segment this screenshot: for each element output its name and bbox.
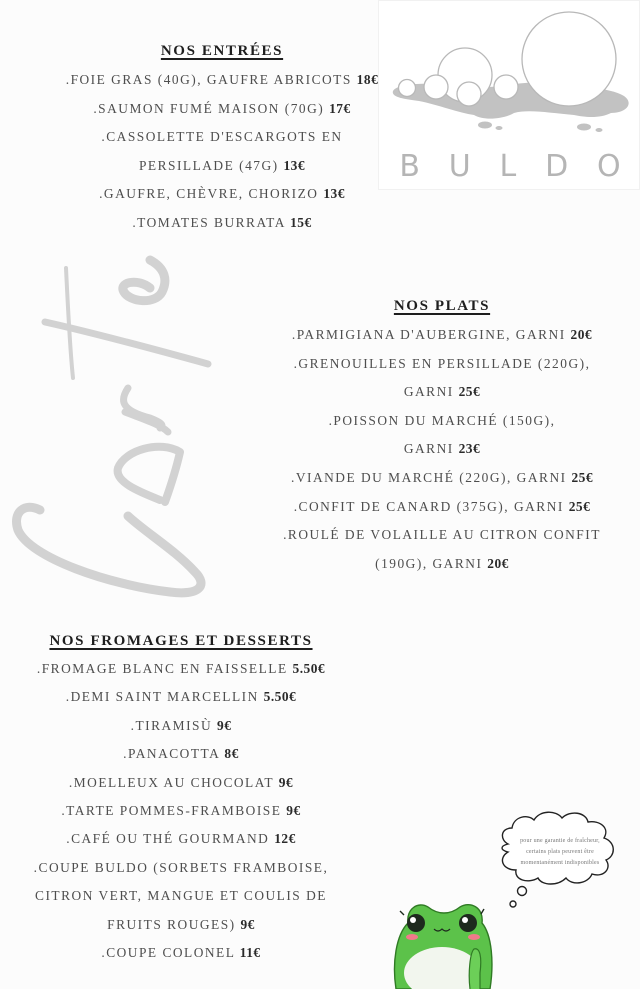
price: 5.50€ [263, 689, 297, 705]
menu-line: .MOELLEUX AU CHOCOLAT 9€ [68, 774, 294, 790]
price: 9€ [286, 803, 301, 819]
menu-line: .GAUFRE, CHÈVRE, CHORIZO 13€ [99, 186, 345, 202]
menu-line: .POISSON DU MARCHÉ (150G), [328, 412, 556, 428]
menu-line: .DEMI SAINT MARCELLIN 5.50€ [65, 689, 297, 705]
price: 12€ [274, 831, 296, 847]
menu-line: .CAFÉ OU THÉ GOURMAND 12€ [66, 831, 296, 847]
section-desserts [0, 632, 362, 967]
menu-line: .TOMATES BURRATA 15€ [132, 214, 312, 230]
price: 9€ [278, 774, 294, 790]
price: 17€ [329, 100, 351, 116]
menu-line: .PANACOTTA 8€ [123, 746, 239, 762]
section-plats [262, 297, 622, 578]
menu-line: .ROULÉ DE VOLAILLE AU CITRON CONFIT [283, 527, 601, 543]
price: 9€ [240, 916, 255, 932]
freshness-note: pour une garantie de fraîcheur, certains plats peuvent être momentanément indisponibles [520, 838, 600, 866]
menu-line: .TARTE POMMES-FRAMBOISE 9€ [61, 803, 301, 819]
section-title-entrees: NOS ENTRÉES [160, 43, 284, 59]
section-entrees [30, 42, 414, 238]
price: 13€ [323, 186, 345, 202]
bubbles-logo-icon [379, 1, 640, 151]
menu-line: .SAUMON FUMÉ MAISON (70G) 17€ [93, 100, 351, 116]
section-title-plats: NOS PLATS [393, 298, 491, 314]
price: 23€ [458, 441, 481, 457]
menu-line: .CONFIT DE CANARD (375G), GARNI 25€ [293, 498, 591, 514]
menu-line: .COUPE COLONEL 11€ [101, 945, 261, 961]
price: 5.50€ [292, 661, 326, 676]
price: 11€ [239, 945, 261, 961]
price: 20€ [487, 555, 509, 571]
menu-line: .CASSOLETTE D'ESCARGOTS EN [101, 129, 343, 145]
price: 25€ [571, 469, 594, 485]
menu-line: .FOIE GRAS (40G), GAUFRE ABRICOTS 18€ [65, 72, 379, 87]
price: 25€ [458, 384, 481, 400]
carte-script-decoration-icon [0, 240, 240, 620]
menu-line: GARNI 23€ [403, 441, 481, 457]
menu-line: .TIRAMISÙ 9€ [130, 717, 232, 733]
price: 25€ [568, 498, 591, 514]
menu-line: (190G), GARNI 20€ [375, 555, 509, 571]
price: 8€ [224, 746, 239, 762]
menu-line: .VIANDE DU MARCHÉ (220G), GARNI 25€ [290, 469, 594, 485]
menu-line: GARNI 25€ [403, 384, 481, 400]
frog-mascot-icon [388, 893, 496, 989]
price: 18€ [356, 72, 379, 87]
price: 9€ [217, 717, 232, 733]
menu-line: .GRENOUILLES EN PERSILLADE (220G), [293, 355, 591, 371]
price: 20€ [570, 327, 593, 342]
menu-line: CITRON VERT, MANGUE ET COULIS DE [35, 888, 327, 904]
menu-line: .COUPE BULDO (SORBETS FRAMBOISE, [33, 859, 329, 875]
menu-line: PERSILLADE (47G) 13€ [138, 157, 306, 173]
menu-line: .PARMIGIANA D'AUBERGINE, GARNI 20€ [291, 327, 593, 342]
buldo-logo [378, 0, 640, 190]
price: 13€ [283, 157, 306, 173]
menu-line: .FROMAGE BLANC EN FAISSELLE 5.50€ [36, 661, 326, 676]
section-title-desserts: NOS FROMAGES ET DESSERTS [49, 633, 313, 649]
brand-wordmark: B U L D O [399, 149, 621, 184]
price: 15€ [290, 214, 312, 230]
menu-line: FRUITS ROUGES) 9€ [107, 916, 255, 932]
